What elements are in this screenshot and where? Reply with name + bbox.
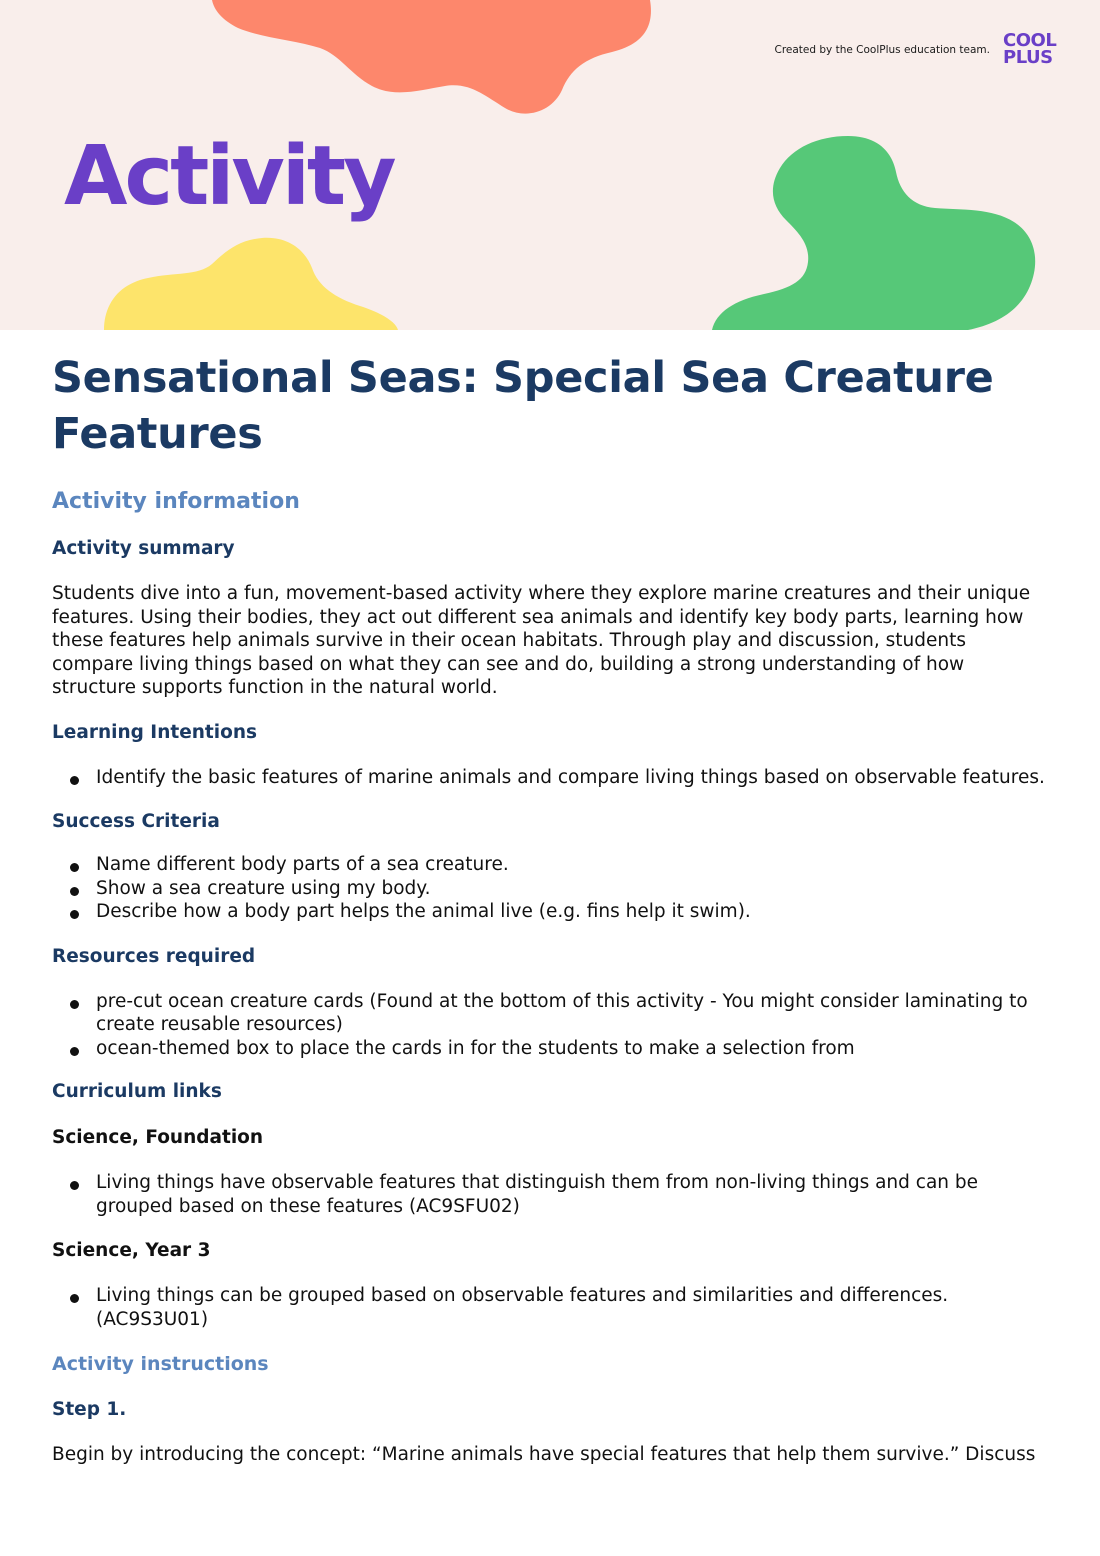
bullet-icon [70, 776, 79, 785]
header-banner [0, 0, 1100, 330]
learning-intentions-heading: Learning Intentions [52, 721, 257, 743]
activity-summary-text: Students dive into a fun, movement-based activity where they explore marine creatures and their unique features. Using their bodies, they act out different sea animals and identify key body parts, learning how these features help animals survive in their ocean habitats. Through play and discussion, students compare living things based on what they can see and do, building a strong understanding of how structure supports function in the natural world. [52, 583, 1031, 698]
bullet-icon [70, 1047, 79, 1056]
step-1-heading: Step 1. [52, 1399, 127, 1420]
list-item [52, 1171, 1052, 1218]
list-item-text: Living things can be grouped based on observable features and similarities and differences. (AC9S3U01) [96, 1285, 949, 1330]
list-item-text: Identify the basic features of marine animals and compare living things based on observable features. [96, 766, 1045, 788]
list-item [52, 990, 1052, 1037]
list-item-text: Describe how a body part helps the animal live (e.g. fins help it swim). [96, 901, 751, 922]
bullet-icon [70, 1181, 79, 1190]
banner-title: Activity [64, 129, 394, 224]
curriculum-links-heading: Curriculum links [52, 1081, 222, 1102]
list-item-text: Show a sea creature using my body. [96, 877, 431, 899]
bullet-icon [70, 910, 79, 919]
learning-intentions-list [52, 766, 1052, 790]
list-item [52, 900, 1052, 924]
success-criteria-heading: Success Criteria [52, 811, 220, 832]
document-title-line1: Sensational Seas: Special Sea Creature [52, 353, 994, 403]
list-item-text: Living things have observable features that distinguish them from non-living things and can be grouped based on these features (AC9SFU02) [96, 1172, 979, 1217]
success-criteria-list [52, 853, 1052, 924]
activity-information-heading: Activity information [52, 489, 300, 514]
list-item-text: pre-cut ocean creature cards (Found at the bottom of this activity - You might consider laminating to create reusable resources) [96, 990, 1028, 1035]
list-item-text: Name different body parts of a sea creature. [96, 854, 509, 875]
yellow-blob [104, 238, 398, 330]
bullet-icon [70, 1000, 79, 1009]
list-item [52, 1284, 1052, 1331]
step-1-text: Begin by introducing the concept: “Marine animals have special features that help them survive.” Discuss [52, 1444, 1036, 1465]
credit-text: Created by the CoolPlus education team. [774, 44, 990, 56]
document-title-line2: Features [52, 409, 263, 459]
activity-summary-heading: Activity summary [52, 538, 235, 559]
list-item [52, 877, 1052, 901]
resources-required-list [52, 990, 1052, 1061]
activity-instructions-heading: Activity instructions [52, 1353, 269, 1375]
bullet-icon [70, 887, 79, 896]
green-blob [712, 136, 1035, 330]
resources-required-heading: Resources required [52, 945, 256, 967]
document-title [52, 350, 1052, 462]
bullet-icon [70, 863, 79, 872]
bullet-icon [70, 1294, 79, 1303]
coral-blob [212, 0, 651, 114]
coolplus-logo [1003, 32, 1067, 66]
logo-line-cool: COOL [1003, 30, 1057, 51]
science-year3-list [52, 1284, 1052, 1331]
list-item-text: ocean-themed box to place the cards in for the students to make a selection from [96, 1037, 855, 1059]
document-content [52, 350, 1052, 1467]
science-foundation-heading: Science, Foundation [52, 1127, 264, 1148]
list-item [52, 766, 1052, 790]
list-item [52, 1037, 1052, 1061]
list-item [52, 853, 1052, 877]
logo-line-plus: PLUS [1003, 47, 1053, 68]
science-foundation-list [52, 1171, 1052, 1218]
science-year3-heading: Science, Year 3 [52, 1240, 211, 1261]
